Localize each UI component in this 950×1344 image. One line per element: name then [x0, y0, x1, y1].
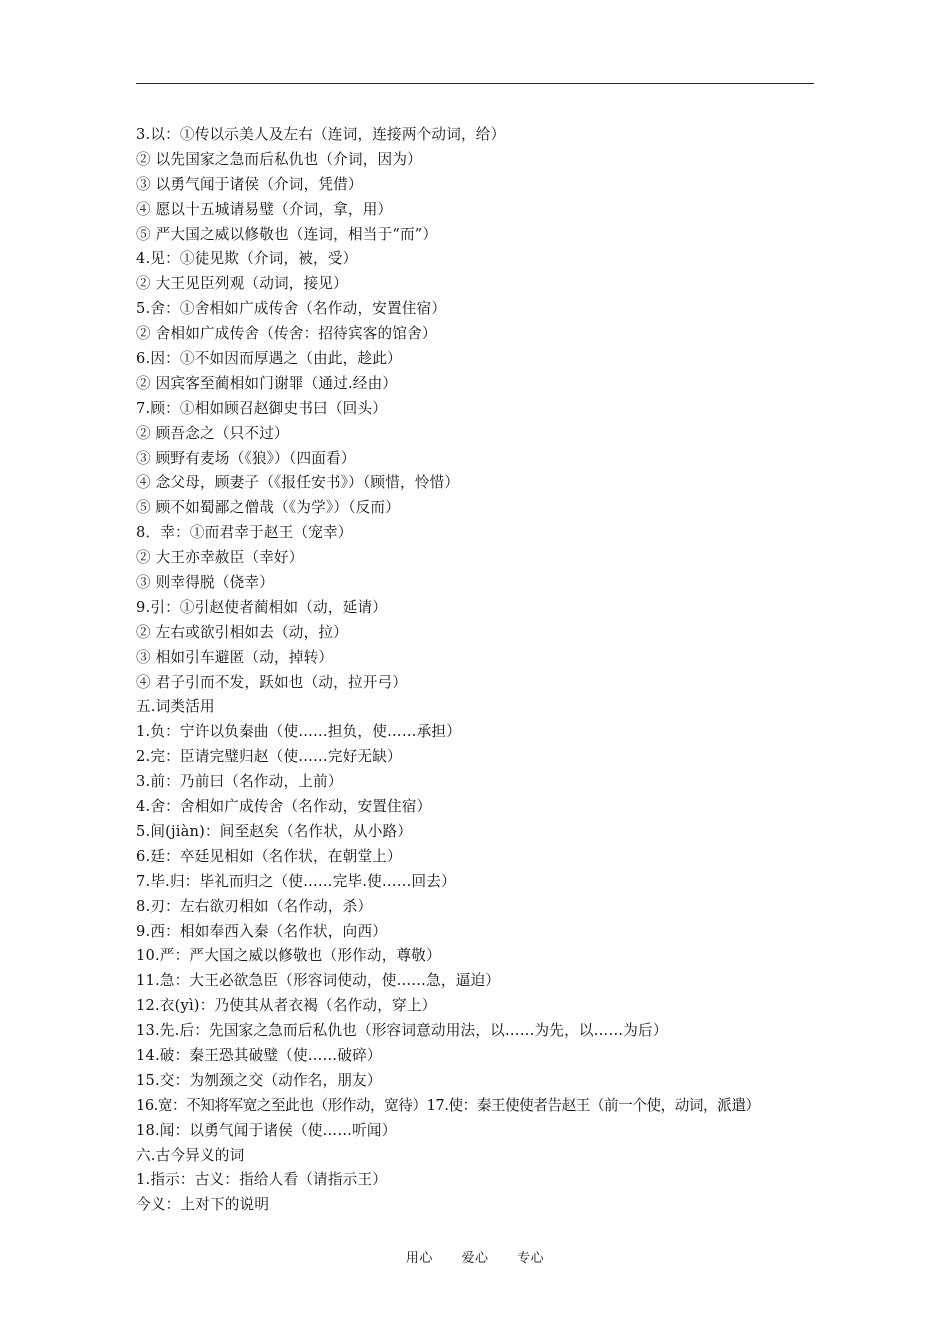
- text-line: ⑤ 顾不如蜀鄙之僧哉（《为学》）（反而）: [136, 499, 401, 517]
- footer-item: 专心: [517, 1251, 545, 1266]
- header-rule: [136, 83, 814, 84]
- text-line: ③ 顾野有麦场（《狼》）（四面看）: [136, 449, 356, 467]
- page-footer: [0, 1247, 950, 1266]
- text-line: 4.舍：舍相如广成传舍（名作动，安置住宿）: [136, 798, 432, 816]
- text-line: 2.完：臣请完璧归赵（使……完好无缺）: [136, 748, 402, 766]
- text-line: ② 左右或欲引相如去（动，拉）: [136, 623, 348, 641]
- text-line: 9.西：相如奉西入秦（名作状，向西）: [136, 922, 388, 940]
- text-line: 今义：上对下的说明: [136, 1196, 270, 1214]
- text-line: 1.负：宁许以负秦曲（使……担负，使……承担）: [136, 723, 461, 741]
- text-line: 14.破：秦王恐其破璧（使……破碎）: [136, 1046, 382, 1064]
- text-line: 10.严：严大国之威以修敬也（形作动，尊敬）: [136, 947, 441, 965]
- text-line: ② 以先国家之急而后私仇也（介词，因为）: [136, 150, 422, 168]
- text-line: 5.舍：①舍相如广成传舍（名作动，安置住宿）: [136, 300, 447, 318]
- text-line: ③ 相如引车避匿（动，掉转）: [136, 648, 334, 666]
- footer-item: 用心: [405, 1251, 433, 1266]
- text-line: 3.前：乃前曰（名作动，上前）: [136, 773, 343, 791]
- text-line: 6.因：①不如因而厚遇之（由此，趁此）: [136, 350, 402, 368]
- text-line: 12.衣(yì)：乃使其从者衣褐（名作动，穿上）: [136, 997, 437, 1015]
- text-line: 6.廷：卒廷见相如（名作状，在朝堂上）: [136, 847, 402, 865]
- text-line: 13.先.后：先国家之急而后私仇也（形容词意动用法，以……为先，以……为后）: [136, 1022, 668, 1040]
- text-line: 4.见：①徒见欺（介词，被，受）: [136, 250, 358, 268]
- text-line: ② 顾吾念之（只不过）: [136, 424, 289, 442]
- text-line: ② 舍相如广成传舍（传舍：招待宾客的馆舍）: [136, 325, 437, 343]
- text-line: 7.顾：①相如顾召赵御史书曰（回头）: [136, 399, 388, 417]
- text-line: ③ 以勇气闻于诸侯（介词，凭借）: [136, 175, 363, 193]
- text-line: 9.引：①引赵使者蔺相如（动，延请）: [136, 598, 388, 616]
- text-line: 7.毕.归：毕礼而归之（使……完毕.使……回去）: [136, 872, 456, 890]
- text-line: 18.闻：以勇气闻于诸侯（使……听闻）: [136, 1121, 397, 1139]
- footer-item: 爱心: [461, 1251, 489, 1266]
- text-line: 8．幸：①而君幸于赵王（宠幸）: [136, 524, 353, 542]
- document-body: [136, 123, 826, 1218]
- text-line: 1.指示：古义：指给人看（请指示王）: [136, 1171, 388, 1189]
- text-line: 8.刃：左右欲刃相如（名作动，杀）: [136, 897, 373, 915]
- text-line: ④ 君子引而不发，跃如也（动，拉开弓）: [136, 673, 408, 691]
- text-line: 16.宽：不知将军宽之至此也（形作动，宽待）17.使：秦王使使者告赵王（前一个使，动词，派遣）: [136, 1096, 760, 1114]
- text-line: 5.间(jiàn)：间至赵矣（名作状，从小路）: [136, 822, 413, 840]
- text-line: ② 因宾客至蔺相如门谢罪（通过.经由）: [136, 374, 398, 392]
- text-line: ② 大王见臣列观（动词，接见）: [136, 275, 348, 293]
- text-line: ③ 则幸得脱（侥幸）: [136, 574, 274, 592]
- text-line: ② 大王亦幸赦臣（幸好）: [136, 549, 304, 567]
- text-line: 3.以：①传以示美人及左右（连词，连接两个动词，给）: [136, 126, 506, 143]
- section-heading: 六.古今异义的词: [136, 1146, 245, 1164]
- text-line: 11.急：大王必欲急臣（形容词使动，使……急，逼迫）: [136, 972, 501, 990]
- text-line: ④ 念父母，顾妻子（《报任安书》）（顾惜，怜惜）: [136, 474, 460, 492]
- section-heading: 五.词类活用: [136, 698, 215, 716]
- text-line: 15.交：为刎颈之交（动作名，朋友）: [136, 1071, 382, 1089]
- text-line: ④ 愿以十五城请易璧（介词，拿，用）: [136, 200, 393, 218]
- text-line: ⑤ 严大国之威以修敬也（连词，相当于“而”）: [136, 225, 438, 243]
